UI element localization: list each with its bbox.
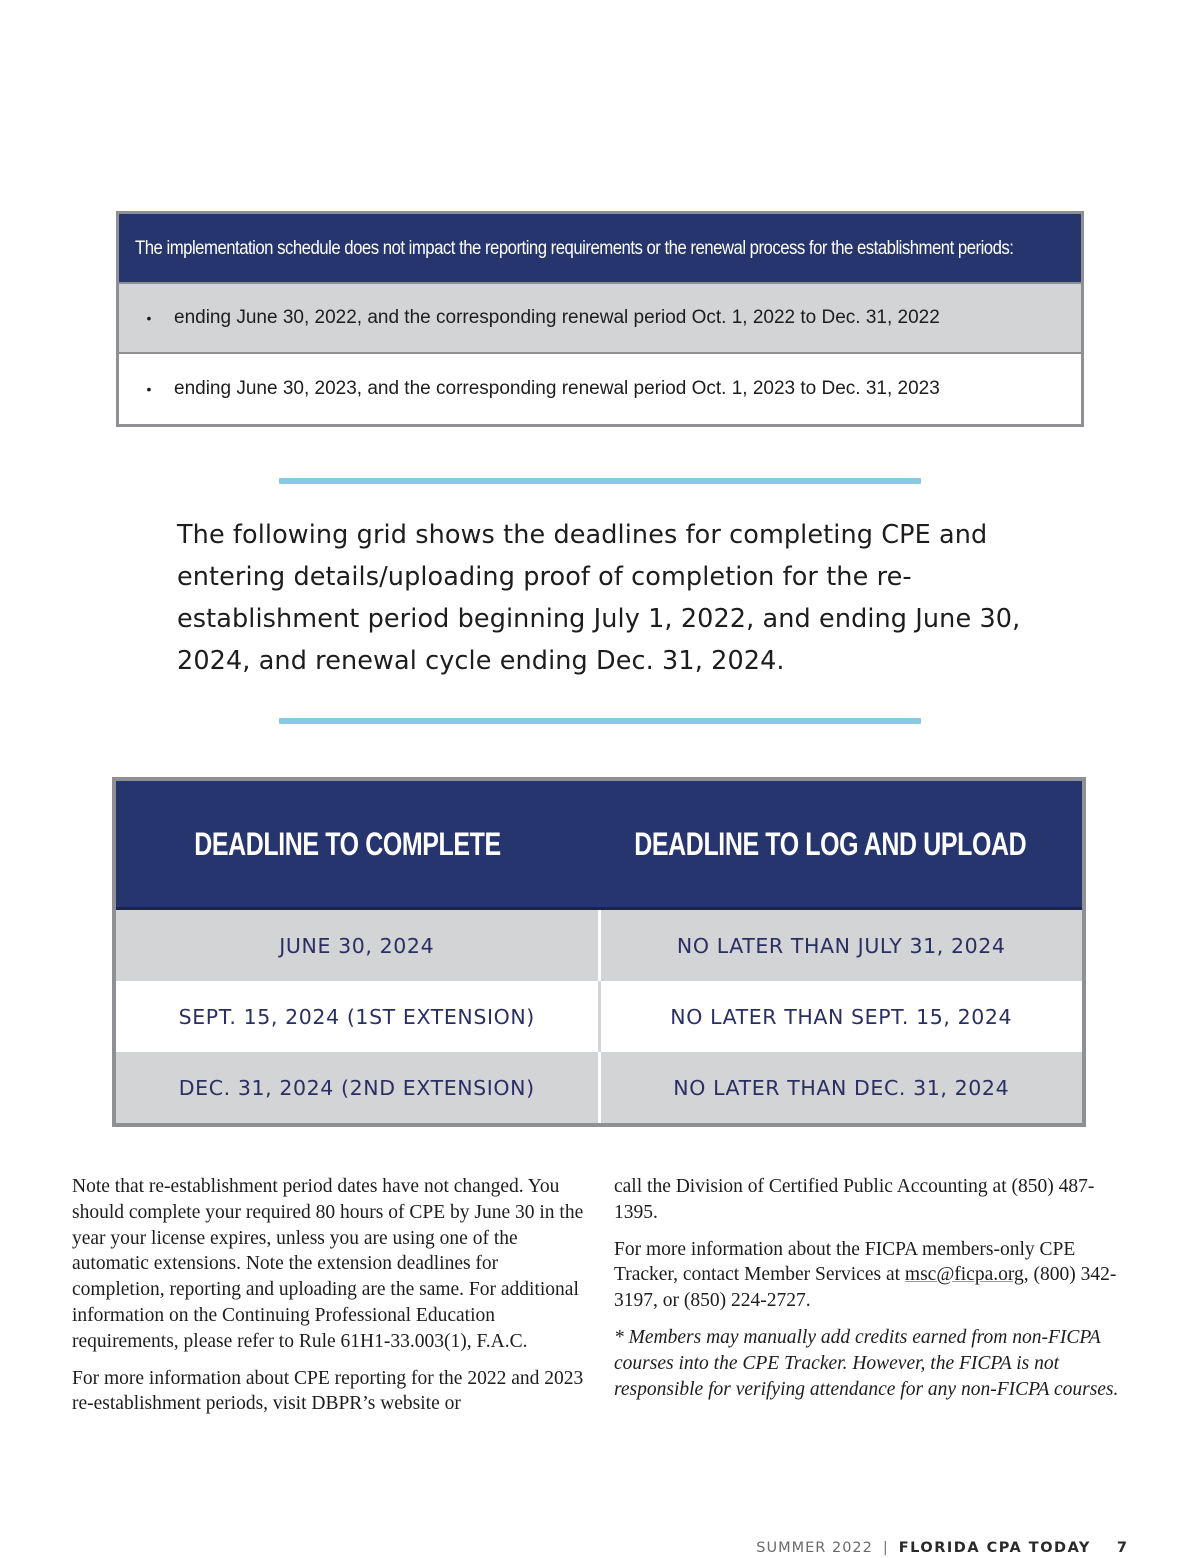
divider-line-bottom: [279, 718, 921, 724]
footer-issue: SUMMER 2022: [756, 1540, 873, 1556]
divider-line-top: [279, 478, 921, 484]
header-deadline-log-upload: DEADLINE TO LOG AND UPLOAD: [634, 825, 1027, 862]
footnote-text: * Members may manually add credits earned from non-FICPA courses into the CPE Tracker. However, the FICPA is not responsible for verifying attendance for any non-FICPA courses.: [614, 1326, 1119, 1400]
info-box-item-text: ending June 30, 2022, and the corresponding renewal period Oct. 1, 2022 to Dec. 31, 2022: [174, 307, 940, 328]
contact-text: For more information about the FICPA members-only CPE Tracker, contact Member Services at: [614, 1238, 1076, 1286]
bullet-icon: •: [146, 310, 152, 326]
table-cell-upload: NO LATER THAN DEC. 31, 2024: [673, 1075, 1010, 1100]
header-deadline-complete: DEADLINE TO COMPLETE: [194, 825, 501, 862]
member-services-email-link[interactable]: msc@ficpa.org: [904, 1264, 1024, 1286]
body-paragraph: For more information about CPE reporting for the 2022 and 2023 re-establishment periods, visit DBPR’s website or: [72, 1367, 584, 1415]
table-cell-complete: JUNE 30, 2024: [116, 910, 601, 981]
table-row: [116, 981, 1082, 1052]
table-row: [116, 910, 1082, 981]
footer-separator: |: [882, 1540, 889, 1556]
info-box-item: [119, 354, 1081, 424]
table-row: [116, 1052, 1082, 1123]
body-paragraph: Note that re-establishment period dates have not changed. You should complete your required 80 hours of CPE by June 30 in the year your license expires, unless you are using one of the automatic extensions. Note the extension deadlines for completion, reporting and uploading are the same. For additional information on the Continuing Professional Education requirements, please refer to Rule 61H1-33.003(1), F.A.C.: [72, 1176, 584, 1352]
callout-text: The following grid shows the deadlines for completing CPE and entering details/uploading proof of completion for the re-establishment period beginning July 1, 2022, and ending June 30, 2024, and renewal cycle ending Dec. 31, 2024.: [177, 520, 1021, 676]
table-cell-upload: NO LATER THAN SEPT. 15, 2024: [670, 1004, 1013, 1029]
body-column-left: [72, 1174, 592, 1428]
info-box-item: [119, 284, 1081, 354]
footer-publication: FLORIDA CPA TODAY: [898, 1540, 1091, 1556]
body-paragraph: call the Division of Certified Public Accounting at (850) 487-1395.: [614, 1176, 1095, 1223]
table-cell-complete: DEC. 31, 2024 (2ND EXTENSION): [116, 1052, 601, 1123]
bullet-icon: •: [146, 381, 152, 397]
body-paragraph: [614, 1237, 1134, 1314]
info-box-item-text: ending June 30, 2023, and the corresponding renewal period Oct. 1, 2023 to Dec. 31, 2023: [174, 378, 940, 399]
info-box-header: [119, 214, 1081, 284]
table-cell-complete: SEPT. 15, 2024 (1ST EXTENSION): [116, 981, 601, 1052]
body-column-right: [614, 1174, 1134, 1413]
page-footer: [756, 1540, 1128, 1556]
info-box-header-text: The implementation schedule does not impact the reporting requirements or the renewal process for the establishment periods:: [135, 236, 1014, 259]
deadline-table-header: [116, 781, 1082, 910]
deadline-table: [112, 777, 1086, 1127]
implementation-info-box: [116, 211, 1084, 427]
table-cell-upload: NO LATER THAN JULY 31, 2024: [676, 933, 1006, 958]
page-number: 7: [1116, 1540, 1128, 1556]
contact-phone-text: , (800) 342-3197, or (850) 224-2727.: [614, 1264, 1117, 1312]
